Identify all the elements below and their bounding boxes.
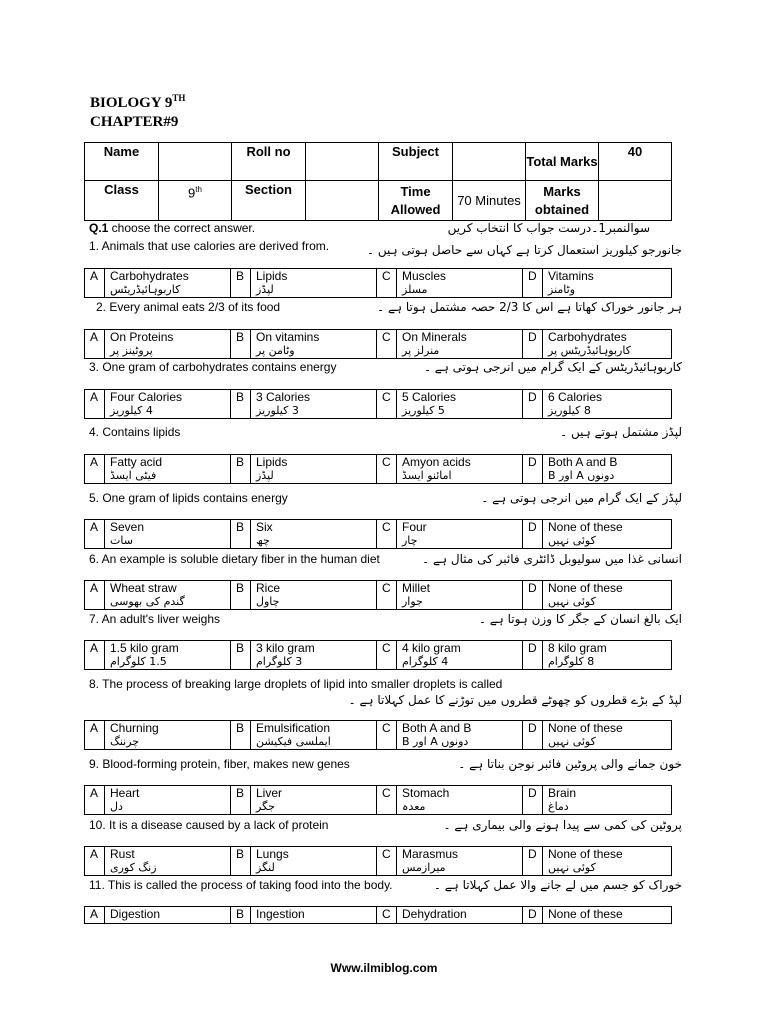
option-label-urdu: فیٹی ایسڈ [110,469,157,482]
option-label-urdu: لنگز [256,861,275,874]
options-row [84,519,672,549]
option-label-urdu: کاربوہائیڈریٹس پر [548,344,631,357]
option-label: Six [256,520,273,534]
option-a[interactable] [105,721,231,750]
option-label-urdu: 4 کیلوریز [110,404,153,417]
time-allowed-label: Time Allowed [379,181,453,221]
option-d[interactable] [543,786,672,815]
options-row [84,389,672,419]
option-label: Stomach [402,786,450,800]
options-row [84,720,672,750]
option-label: On Proteins [110,330,174,344]
option-label: Wheat straw [110,581,177,595]
option-letter: A [85,520,105,549]
option-label-urdu: 3 کلوگرام [256,655,303,668]
option-label-urdu: ایملسی فیکیشن [256,735,331,748]
option-letter: D [523,847,543,876]
option-label: Both A and B [548,455,618,469]
option-label-urdu: چھ [256,534,270,547]
marks-obtained-field[interactable] [599,181,672,221]
option-label: 3 Calories [256,390,311,404]
name-label: Name [85,143,159,181]
option-label: Vitamins [548,269,594,283]
option-a[interactable] [105,520,231,549]
option-label-urdu: وٹامن پر [256,344,295,357]
option-label-urdu: وٹامنز [548,283,576,296]
option-label-urdu: جگر [256,800,275,813]
option-letter: B [231,907,251,924]
option-label: Amyon acids [402,455,471,469]
option-label-urdu: چرننگ [110,735,140,748]
option-b[interactable] [251,455,377,484]
option-letter: D [523,907,543,924]
question-text: 5. One gram of lipids contains energy [89,491,288,505]
options-row [84,580,672,610]
option-label-urdu: چار [402,534,418,547]
option-label: Emulsification [256,721,331,735]
option-a[interactable] [105,269,231,298]
option-label: 5 Calories [402,390,457,404]
class-label: Class [85,181,159,221]
option-label-urdu: کوئی نہیں [548,735,596,748]
option-letter: B [231,641,251,670]
option-letter: B [231,390,251,419]
option-label: None of these [548,907,623,921]
option-label: Muscles [402,269,447,283]
option-c[interactable] [397,581,523,610]
option-label: Lungs [256,847,289,861]
instruction: Q.1 choose the correct answer. [89,221,256,235]
chapter-title: CHAPTER#9 [90,114,179,130]
option-label-urdu: دماغ [548,800,569,813]
option-letter: B [231,330,251,359]
option-d[interactable] [543,520,672,549]
option-b[interactable] [251,269,377,298]
option-c[interactable] [397,330,523,359]
option-label-urdu: 5 کیلوریز [402,404,445,417]
option-label-urdu: 1.5 کلوگرام [110,655,167,668]
option-label: Fatty acid [110,455,163,469]
option-label: On vitamins [256,330,320,344]
option-letter: D [523,581,543,610]
option-letter: C [377,520,397,549]
option-letter: A [85,581,105,610]
option-letter: B [231,581,251,610]
option-c[interactable] [397,786,523,815]
subject-field[interactable] [453,143,526,181]
option-letter: A [85,907,105,924]
question-text: 6. An example is soluble dietary fiber in the human diet [89,552,380,566]
option-label-urdu: مسلز [402,283,428,296]
option-b[interactable] [251,520,377,549]
option-label-urdu: گندم کی بھوسی [110,595,185,608]
option-letter: D [523,455,543,484]
subject-label: Subject [379,143,453,181]
question-text: 9. Blood-forming protein, fiber, makes new genes [89,757,350,771]
section-label: Section [232,181,306,221]
option-letter: B [231,721,251,750]
options-row [84,329,672,359]
total-marks-label: Total Marks [526,143,599,181]
question-text: 11. This is called the process of taking food into the body. [89,878,393,892]
option-label: 6 Calories [548,390,603,404]
option-letter: D [523,520,543,549]
option-label: Lipids [256,455,288,469]
option-letter: C [377,641,397,670]
option-label: Brain [548,786,577,800]
option-letter: C [377,786,397,815]
student-info-table [84,142,672,221]
option-label-urdu: کوئی نہیں [548,534,596,547]
option-b[interactable] [251,641,377,670]
option-label: Ingestion [256,907,305,921]
option-letter: A [85,721,105,750]
option-letter: C [377,390,397,419]
option-label: Four [402,520,427,534]
option-letter: B [231,269,251,298]
option-label: Liver [256,786,283,800]
option-letter: C [377,455,397,484]
footer-website: Www.ilmiblog.com [330,961,438,975]
option-letter: C [377,721,397,750]
option-letter: D [523,641,543,670]
option-d[interactable] [543,641,672,670]
option-a[interactable] [105,786,231,815]
option-letter: B [231,786,251,815]
name-field[interactable] [159,143,232,181]
option-d[interactable] [543,721,672,750]
option-label-urdu: امائنو ایسڈ [402,469,452,482]
option-letter: C [377,907,397,924]
option-d[interactable] [543,847,672,876]
option-label: Rust [110,847,135,861]
question-text-urdu: لپڈز کے ایک گرام میں انرجی ہوتی ہے ۔ [481,491,682,505]
option-d[interactable] [543,269,672,298]
option-label-urdu: پروٹینز پر [110,344,153,357]
question-text-urdu: پروٹین کی کمی سے پیدا ہونے والی بیماری ہے ۔ [443,818,682,832]
option-letter: C [377,330,397,359]
option-letter: C [377,581,397,610]
option-c[interactable] [397,455,523,484]
option-label-urdu: لپڈز [256,469,274,482]
option-label: Both A and B [402,721,472,735]
option-d[interactable] [543,455,672,484]
option-label: Millet [402,581,431,595]
option-label: Digestion [110,907,161,921]
option-letter: D [523,390,543,419]
option-label-urdu: سات [110,534,133,547]
option-label-urdu: دونوں A اور B [402,735,469,748]
option-b[interactable] [251,847,377,876]
question-text-urdu: خون جمانے والی پروٹین فائبر نوجن بناتا ہے ۔ [458,757,682,771]
option-label: Four Calories [110,390,183,404]
question-text-urdu: خوراک کو جسم میں لے جانے والا عمل کہلاتا ہے ۔ [433,878,682,892]
time-allowed-value: 70 Minutes [453,181,526,221]
option-label: Churning [110,721,159,735]
option-c[interactable] [397,520,523,549]
option-a[interactable] [105,455,231,484]
option-letter: A [85,330,105,359]
option-letter: A [85,269,105,298]
question-text-urdu: ہر جانور خوراک کھاتا ہے اس کا 2/3 حصہ مشتمل ہوتا ہے ۔ [377,300,682,314]
question-text-urdu: کاربوہائیڈریٹس کے ایک گرام میں انرجی ہوتی ہے ۔ [423,360,682,374]
option-b[interactable] [251,786,377,815]
option-a[interactable] [105,390,231,419]
option-b[interactable] [251,390,377,419]
question-text: 10. It is a disease caused by a lack of protein [89,818,329,832]
option-label-urdu: 3 کیلوریز [256,404,299,417]
option-d[interactable] [543,390,672,419]
option-d[interactable] [543,581,672,610]
option-label: Carbohydrates [110,269,189,283]
question-text-urdu: جانورجو کیلوریز استعمال کرتا ہے کہاں سے حاصل ہوتی ہیں ۔ [367,243,682,257]
marks-obtained-label: Marks obtained [526,181,599,221]
option-label: Carbohydrates [548,330,627,344]
question-text-urdu: ایک بالغ انسان کے جگر کا وزن ہوتا ہے ۔ [478,612,682,626]
option-label: None of these [548,581,623,595]
option-label: None of these [548,721,623,735]
option-label: Marasmus [402,847,459,861]
option-letter: D [523,330,543,359]
option-label: Heart [110,786,140,800]
options-row [84,906,672,924]
option-letter: A [85,847,105,876]
option-label: 3 kilo gram [256,641,315,655]
option-c[interactable] [397,907,523,924]
options-row [84,268,672,298]
option-label-urdu: کوئی نہیں [548,861,596,874]
option-label: 8 kilo gram [548,641,607,655]
option-b[interactable] [251,330,377,359]
option-label: None of these [548,520,623,534]
option-label: 1.5 kilo gram [110,641,179,655]
options-row [84,454,672,484]
question-text-urdu: لپڈز مشتمل ہوتے ہیں ۔ [560,425,682,439]
option-letter: D [523,269,543,298]
option-b[interactable] [251,721,377,750]
option-label-urdu: زنگ کوری [110,861,157,874]
option-label: Lipids [256,269,288,283]
option-a[interactable] [105,330,231,359]
option-a[interactable] [105,907,231,924]
roll-no-label: Roll no [232,143,306,181]
option-b[interactable] [251,907,377,924]
option-letter: D [523,721,543,750]
option-label-urdu: 4 کلوگرام [402,655,449,668]
question-text-urdu: لپڈ کے بڑے قطروں کو چھوٹے قطروں میں توڑنے کا عمل کہلاتا ہے ۔ [348,693,682,707]
option-a[interactable] [105,581,231,610]
options-row [84,640,672,670]
question-text: 4. Contains lipids [89,425,181,439]
option-letter: A [85,455,105,484]
option-d[interactable] [543,907,672,924]
option-label-urdu: جوار [402,595,423,608]
option-label-urdu: کوئی نہیں [548,595,596,608]
option-c[interactable] [397,269,523,298]
option-letter: C [377,269,397,298]
option-letter: C [377,847,397,876]
option-c[interactable] [397,721,523,750]
option-label-urdu: کاربوہائیڈریٹس [110,283,181,296]
option-letter: A [85,786,105,815]
option-label-urdu: معدہ [402,800,426,813]
option-label-urdu: لپڈز [256,283,274,296]
option-letter: B [231,455,251,484]
roll-no-field[interactable] [306,143,379,181]
option-label-urdu: 8 کلوگرام [548,655,595,668]
option-c[interactable] [397,390,523,419]
option-label-urdu: میرازمس [402,861,446,874]
option-label-urdu: دونوں A اور B [548,469,615,482]
options-row [84,846,672,876]
option-letter: B [231,847,251,876]
option-label-urdu: 8 کیلوریز [548,404,591,417]
option-label: 4 kilo gram [402,641,461,655]
option-label: None of these [548,847,623,861]
option-a[interactable] [105,847,231,876]
option-c[interactable] [397,641,523,670]
option-d[interactable] [543,330,672,359]
option-letter: B [231,520,251,549]
question-text: 1. Animals that use calories are derived from. [89,239,330,253]
option-label: Rice [256,581,281,595]
option-a[interactable] [105,641,231,670]
option-letter: A [85,641,105,670]
option-label: Seven [110,520,145,534]
options-row [84,785,672,815]
class-value: 9th [159,181,232,221]
option-label-urdu: دل [110,800,123,813]
question-text-urdu: انسانی غذا میں سولیوبل ڈائٹری فائبر کی مثال ہے ۔ [422,552,682,566]
option-label: Dehydration [402,907,467,921]
option-label-urdu: منرلز پر [402,344,440,357]
option-label-urdu: چاول [256,595,280,608]
option-c[interactable] [397,847,523,876]
option-letter: A [85,390,105,419]
question-text: 8. The process of breaking large droplets of lipid into smaller droplets is called [89,677,503,691]
question-text: 2. Every animal eats 2/3 of its food [96,300,281,314]
subject-title: BIOLOGY 9TH [90,93,186,111]
question-text: 3. One gram of carbohydrates contains energy [89,360,337,374]
option-b[interactable] [251,581,377,610]
section-field[interactable] [306,181,379,221]
total-marks-value: 40 [599,143,672,181]
option-letter: D [523,786,543,815]
option-label: On Minerals [402,330,467,344]
instruction-urdu: سوالنمبر1۔درست جواب کا انتخاب کریں [447,221,650,235]
question-text: 7. An adult's liver weighs [89,612,221,626]
